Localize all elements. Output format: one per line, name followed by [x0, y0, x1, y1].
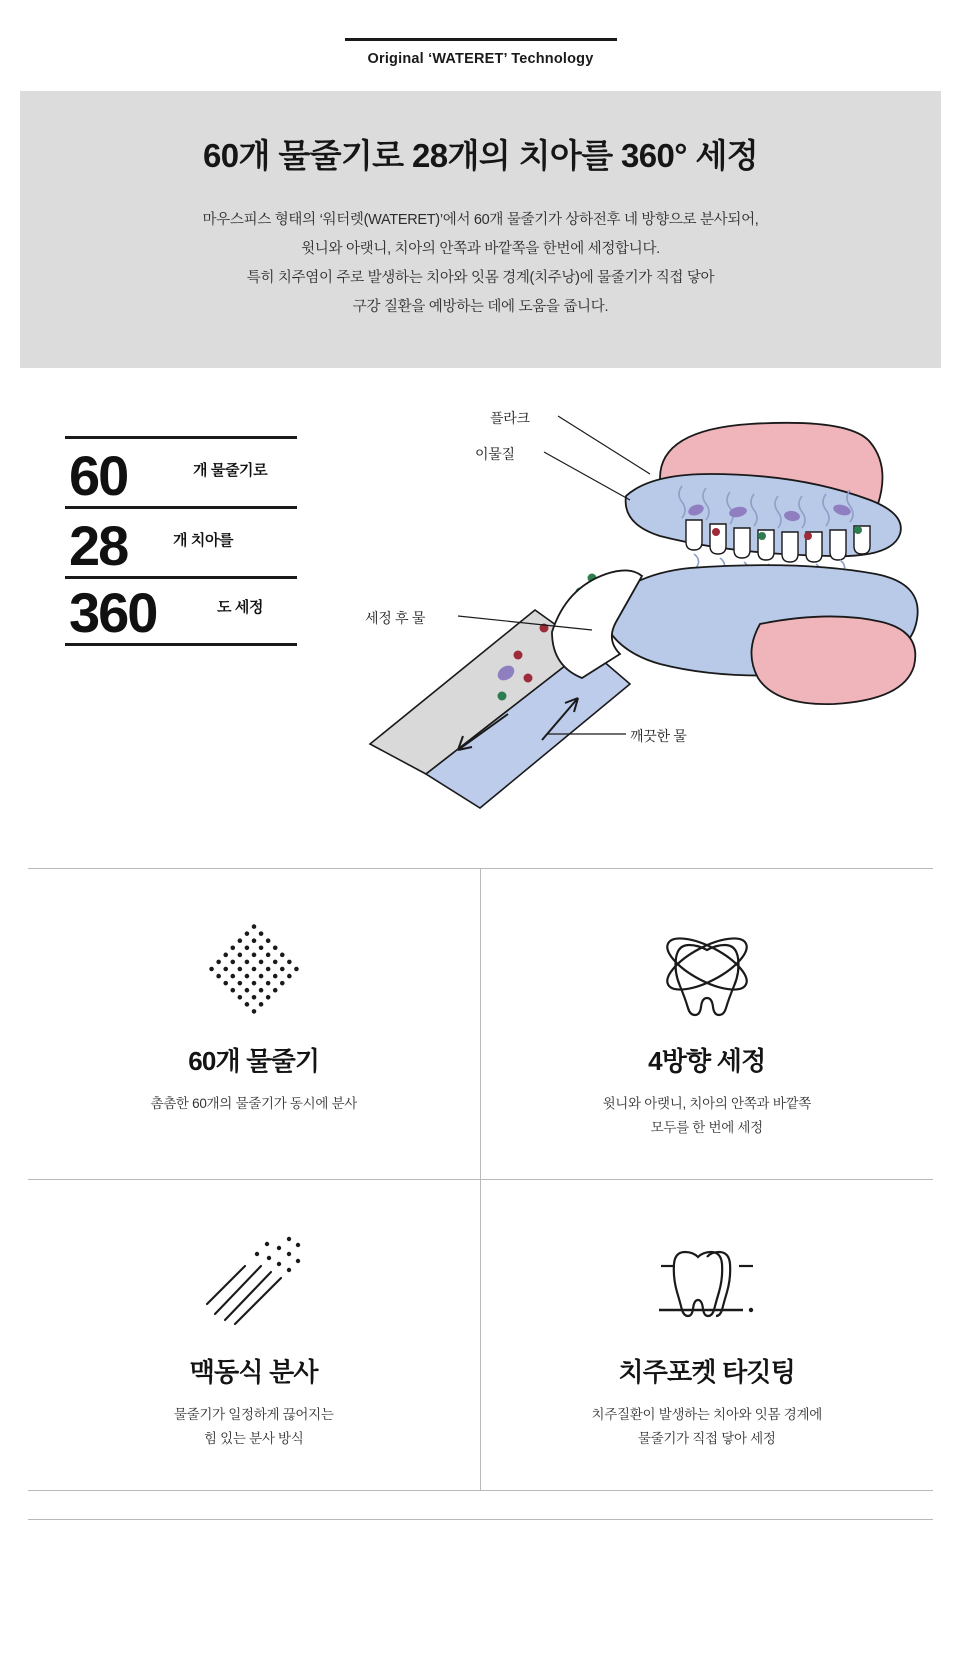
feature-desc-line: 힘 있는 분사 방식 [203, 1430, 304, 1446]
feature-card-pocket-targeting [481, 1179, 934, 1490]
stat-row [65, 576, 297, 646]
feature-card-pulsing-spray [28, 1179, 481, 1490]
stat-row [65, 506, 297, 576]
eyebrow-section [0, 0, 961, 67]
stat-row [65, 436, 297, 506]
pulsing-spray-lines-icon [48, 1226, 460, 1334]
feature-desc-line: 치주질환이 발생하는 치아와 잇몸 경계에 [591, 1407, 822, 1423]
pulsing-spray-svg [199, 1230, 309, 1330]
eyebrow-divider [345, 38, 617, 41]
dot-grid-diamond-icon [48, 915, 460, 1023]
mouthpiece-illustration [330, 378, 950, 846]
stat-number: 360 [69, 580, 157, 644]
feature-card-4-direction [481, 869, 934, 1179]
hero-body [50, 206, 911, 322]
callout-plaque: 플라크 [490, 409, 530, 426]
stat-number: 28 [69, 513, 128, 577]
feature-desc-line: 모두를 한 번에 세정 [650, 1119, 763, 1135]
eyebrow-label: Original ‘WATERET’ Technology [367, 51, 594, 67]
callout-clean-water: 깨끗한 물 [630, 727, 687, 744]
feature-description [501, 1403, 914, 1450]
stats-illustration-section [0, 378, 961, 846]
feature-desc-line: 물줄기가 일정하게 끊어지는 [173, 1407, 334, 1423]
feature-title: 60개 물줄기 [188, 1045, 320, 1076]
tooth-orbit-icon [501, 915, 914, 1023]
stats-list [65, 436, 297, 646]
hero-body-line: 구강 질환을 예방하는 데에 도움을 줍니다. [352, 298, 609, 315]
feature-description [48, 1092, 460, 1116]
feature-grid [28, 868, 933, 1492]
callout-debris: 이물질 [475, 445, 515, 462]
tooth-orbit-svg [652, 919, 762, 1019]
hero-panel [20, 91, 941, 368]
feature-title: 치주포켓 타깃팅 [618, 1357, 796, 1388]
stat-label: 개 치아를 [173, 531, 234, 549]
feature-title: 4방향 세정 [648, 1045, 766, 1076]
feature-desc-line: 촘촘한 60개의 물줄기가 동시에 분사 [150, 1095, 358, 1111]
hero-body-line: 윗니와 아랫니, 치아의 안쪽과 바깥쪽을 한번에 세정합니다. [301, 240, 660, 257]
tooth-gumline-svg [647, 1230, 767, 1330]
stat-label: 개 물줄기로 [193, 461, 268, 479]
hero-body-line: 특히 치주염이 주로 발생하는 치아와 잇몸 경계(치주낭)에 물줄기가 직접 닿아 [246, 269, 715, 286]
feature-desc-line: 물줄기가 직접 닿아 세정 [637, 1430, 776, 1446]
feature-title: 맥동식 분사 [189, 1357, 318, 1388]
feature-description [501, 1092, 914, 1139]
stat-number: 60 [69, 443, 128, 507]
feature-card-60-jets [28, 869, 481, 1179]
callout-after-water: 세정 후 물 [365, 609, 426, 626]
bottom-divider [28, 1519, 933, 1520]
lower-gum [751, 616, 915, 704]
tooth-gumline-icon [501, 1226, 914, 1334]
hero-title: 60개 물줄기로 28개의 치아를 360° 세정 [202, 137, 759, 174]
dot-grid-diamond-svg [202, 917, 306, 1021]
feature-description [48, 1403, 460, 1450]
stat-label: 도 세정 [217, 598, 264, 616]
feature-desc-line: 윗니와 아랫니, 치아의 안쪽과 바깥쪽 [602, 1095, 811, 1111]
hero-body-line: 마우스피스 형태의 ‘워터렛(WATERET)’에서 60개 물줄기가 상하전후 네 방향으로 분사되어, [202, 211, 759, 228]
